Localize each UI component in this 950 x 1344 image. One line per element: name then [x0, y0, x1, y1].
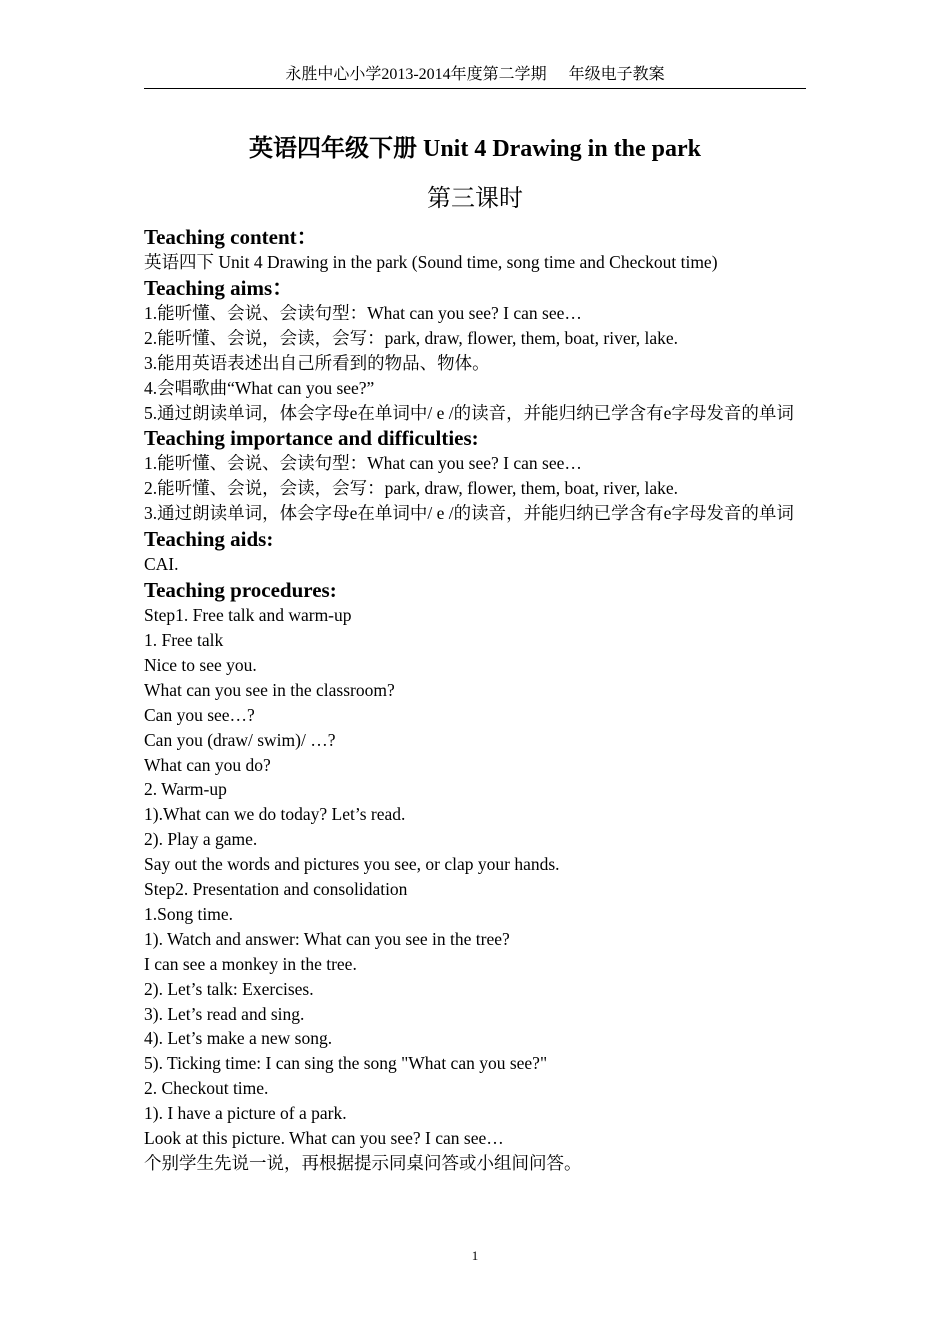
body-line: 2.能听懂、会说，会读，会写：park, draw, flower, them, boat, river, lake. — [144, 478, 679, 499]
body-line: CAI. — [144, 554, 179, 575]
document-title: 英语四年级下册 Unit 4 Drawing in the park — [248, 136, 702, 162]
body-line: Step1. Free talk and warm-up — [144, 605, 352, 626]
body-line: What can you see in the classroom? — [144, 679, 395, 700]
body-line: 3.通过朗读单词，体会字母e在单词中/ e /的读音，并能归纳已学含有e字母发音的单词 — [144, 503, 794, 524]
body-line: Say out the words and pictures you see, or clap your hands. — [144, 854, 560, 875]
body-line: 2.能听懂、会说，会读，会写：park, draw, flower, them, boat, river, lake. — [144, 327, 679, 348]
body-line: 2). Let’s talk: Exercises. — [144, 978, 314, 999]
page-header — [144, 64, 806, 89]
section-heading: Teaching importance and difficulties: — [144, 426, 479, 451]
body-line: 个别学生先说一说，再根据提示同桌问答或小组间问答。 — [144, 1153, 582, 1173]
body-line: What can you do? — [144, 754, 271, 775]
section-heading: Teaching procedures: — [144, 578, 337, 603]
body-line: 1). I have a picture of a park. — [144, 1103, 347, 1124]
body-line: Can you (draw/ swim)/ …? — [144, 729, 336, 750]
body-line: 1. Free talk — [144, 629, 224, 650]
body-line: 2. Warm-up — [144, 779, 227, 800]
section-teaching-aims — [144, 275, 808, 426]
body-line: 5.通过朗读单词，体会字母e在单词中/ e /的读音，并能归纳已学含有e字母发音的单词 — [144, 402, 794, 423]
body-line: 1.Song time. — [144, 903, 233, 924]
section-heading: Teaching aims： — [144, 275, 294, 300]
lesson-subtitle: 第三课时 — [427, 186, 523, 212]
body-line: 1). Watch and answer: What can you see in the tree? — [144, 928, 510, 949]
section-heading: Teaching content： — [144, 225, 318, 249]
body-line: 3). Let’s read and sing. — [144, 1003, 305, 1024]
header-school-term: 永胜中心小学2013-2014年度第二学期 — [285, 66, 547, 83]
section-teaching-content — [144, 224, 808, 275]
body-line: I can see a monkey in the tree. — [144, 953, 357, 974]
section-heading: Teaching aids: — [144, 527, 274, 552]
header-doc-type: 年级电子教案 — [568, 66, 665, 83]
body-line: Nice to see you. — [144, 654, 257, 675]
body-line: 1).What can we do today? Let’s read. — [144, 804, 406, 825]
body-line: 3.能用英语表述出自己所看到的物品、物体。 — [144, 352, 490, 373]
body-line: 2. Checkout time. — [144, 1078, 269, 1099]
section-teaching-aids — [144, 526, 808, 577]
document-body — [144, 224, 808, 1176]
body-line: Step2. Presentation and consolidation — [144, 879, 408, 900]
body-line: 5). Ticking time: I can sing the song "What can you see?" — [144, 1053, 548, 1074]
body-line: 4). Let’s make a new song. — [144, 1028, 333, 1049]
body-line: 2). Play a game. — [144, 829, 258, 850]
body-line: Can you see…? — [144, 704, 255, 725]
section-teaching-procedures — [144, 577, 808, 1176]
page-number: 1 — [471, 1248, 479, 1263]
body-line: 1.能听懂、会说、会读句型：What can you see? I can see… — [144, 302, 582, 323]
section-importance-difficulties — [144, 425, 808, 526]
body-line: 1.能听懂、会说、会读句型：What can you see? I can see… — [144, 453, 582, 474]
body-line: 4.会唱歌曲“What can you see?” — [144, 377, 375, 398]
body-line: Look at this picture. What can you see? I can see… — [144, 1128, 504, 1149]
body-line: 英语四下 Unit 4 Drawing in the park (Sound time, song time and Checkout time) — [144, 252, 718, 272]
